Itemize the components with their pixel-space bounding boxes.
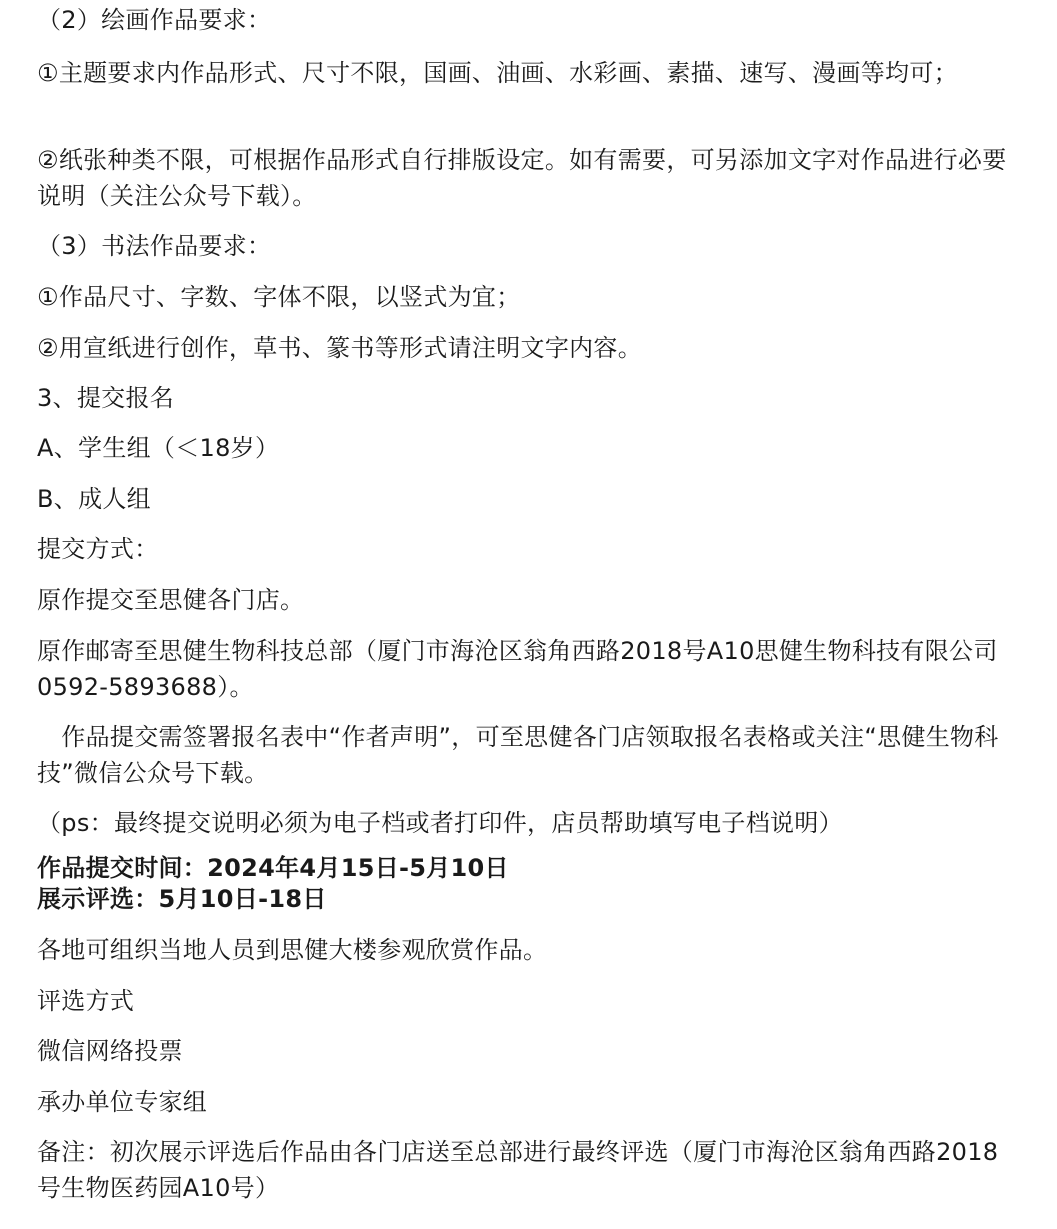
submission-heading: 3、提交报名 [37,384,175,412]
remark-note: 备注：初次展示评选后作品由各门店送至总部进行最终评选（厦门市海沧区翁角西路2018号生物医药园A10号） [37,1138,999,1202]
mail-to-headquarters: 原作邮寄至思健生物科技总部（厦门市海沧区翁角西路2018号A10思健生物科技有限公司 0592-5893688）。 [37,637,998,701]
expert-panel: 承办单位专家组 [37,1088,208,1116]
judging-method-label: 评选方式 [37,987,135,1015]
submission-method-label: 提交方式： [37,535,159,563]
painting-requirement-2: ②纸张种类不限，可根据作品形式自行排版设定。如有需要，可另添加文字对作品进行必要说明（关注公众号下载）。 [37,146,1007,210]
calligraphy-requirements-heading: （3）书法作品要求： [37,232,272,260]
visit-note: 各地可组织当地人员到思健大楼参观欣赏作品。 [37,936,548,964]
adult-group: B、成人组 [37,485,151,513]
wechat-voting: 微信网络投票 [37,1037,183,1065]
author-declaration-note: 作品提交需签署报名表中“作者声明”，可至思健各门店领取报名表格或关注“思健生物科技”微信公众号下载。 [37,723,999,787]
calligraphy-requirement-1: ①作品尺寸、字数、字体不限，以竖式为宜； [37,283,521,311]
submit-to-store: 原作提交至思健各门店。 [37,586,305,614]
exhibition-time: 展示评选：5月10日-18日 [37,885,327,913]
ps-note: （ps：最终提交说明必须为电子档或者打印件，店员帮助填写电子档说明） [37,809,843,837]
painting-requirements-heading: （2）绘画作品要求： [37,6,272,34]
calligraphy-requirement-2: ②用宣纸进行创作，草书、篆书等形式请注明文字内容。 [37,334,643,362]
student-group: A、学生组（＜18岁） [37,434,280,462]
painting-requirement-1: ①主题要求内作品形式、尺寸不限，国画、油画、水彩画、素描、速写、漫画等均可； [37,59,958,87]
submission-time: 作品提交时间：2024年4月15日-5月10日 [37,854,509,882]
